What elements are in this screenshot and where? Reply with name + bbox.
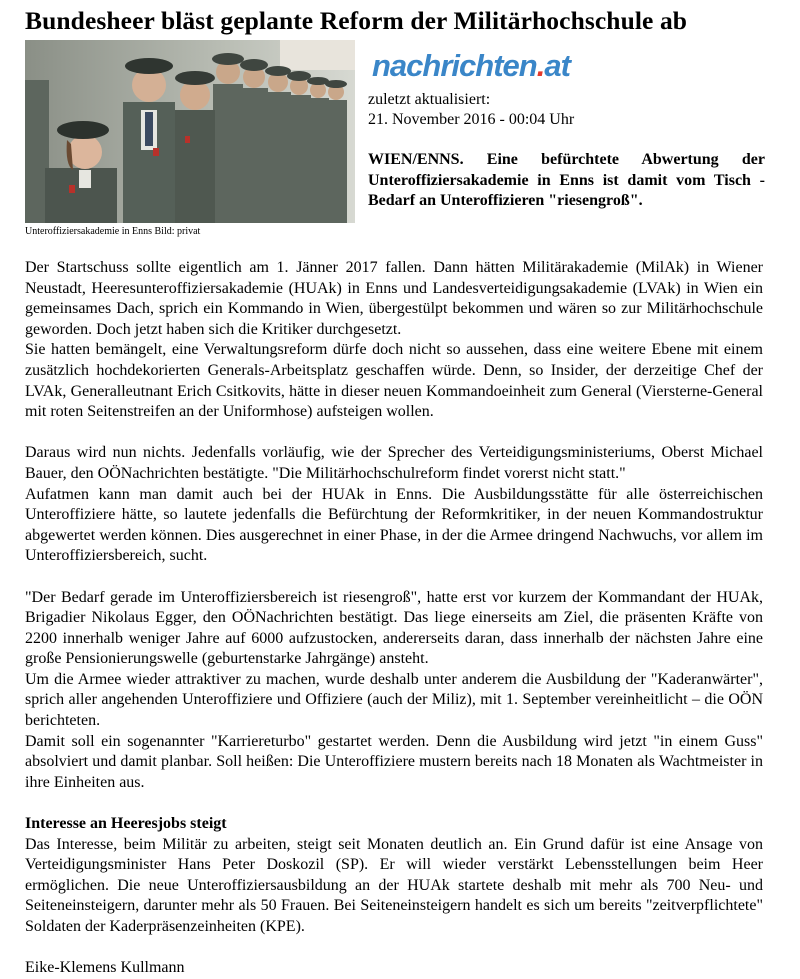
paragraph: Um die Armee wieder attraktiver zu machen, wurde deshalb unter anderem die Ausbildung der "Kaderanwärter", sprich aller angehenden Unteroffiziere und Offiziere (auch der Miliz), mit 1. September vereinheitlicht – die OÖN berichteten. [25,670,763,730]
paragraph: Damit soll ein sogenannter "Karriereturbo" gestartet werden. Denn die Ausbildung wird jetzt "in einem Guss" absolviert und damit planbar. Soll heißen: Die Unteroffiziere mustern bereits nach 18 Monaten als Wachtmeister in ihre Einheiten aus. [25,732,763,791]
lead-paragraph: WIEN/ENNS. Eine befürchtete Abwertung der Unteroffiziersakademie in Enns ist damit vom Tisch - Bedarf an Unteroffizieren "riesengroß". [368,151,765,209]
article-photo [25,40,355,223]
photo-caption: Unteroffiziersakademie in Enns Bild: privat [25,226,201,237]
updated-date: 21. November 2016 - 00:04 Uhr [368,111,575,128]
paragraph: Der Startschuss sollte eigentlich am 1. Jänner 2017 fallen. Dann hätten Militärakademie (MilAk) in Wiener Neustadt, Heeresunteroffiziersakademie (HUAk) in Enns und Landesverteidigungsakademie (LVAk) in Wien ein gemeinsames Dach, sprich ein Kommando in Wien, übergestülpt bekommen und wären so zur Militärhochschule geworden. Doch jetzt haben sich die Kritiker durchgesetzt. [25,259,763,338]
article-body [25,258,763,979]
logo-name: nachrichten [372,48,537,83]
logo-tld: at [544,48,570,83]
paragraph: Daraus wird nun nichts. Jedenfalls vorläufig, wie der Sprecher des Verteidigungsministeriums, Oberst Michael Bauer, den OÖNachrichten bestätigte. "Die Militärhochschulreform findet vorerst nicht statt." [25,444,763,482]
author: Eike-Klemens Kullmann [25,959,185,977]
logo-dot: . [536,48,545,83]
update-info [368,90,574,130]
updated-label: zuletzt aktualisiert: [368,91,491,108]
paragraph: Aufatmen kann man damit auch bei der HUAk in Enns. Die Ausbildungsstätte für alle österreichischen Unteroffiziere hätte, so lautete jedenfalls die Befürchtung der Reformkritiker, in der neuen Kommandostruktur abgewertet werden können. Dies ausgerechnet in einer Phase, in der die Armee dringend Nachwuchs, vor allem im Unteroffiziersbereich, sucht. [25,485,763,565]
paragraph: Sie hatten bemängelt, eine Verwaltungsreform dürfe doch nicht so aussehen, dass eine weitere Ebene mit einem zusätzlich hochdekorierten Generals-Arbeitsplatz geschaffen würde. Denn, so Insider, der derzeitige Chef der LVAk, Generalleutnant Erich Csitkovits, hätte in dieser neuen Kommandoeinheit zum General (Viersterne-General mit roten Seitenstreifen an der Uniformhose) aufsteigen wollen. [25,341,763,421]
subheading: Interesse an Heeresjobs steigt [25,815,227,833]
paragraph: Das Interesse, beim Militär zu arbeiten, steigt seit Monaten deutlich an. Ein Grund dafür ist eine Ansage von Verteidigungsminister Hans Peter Doskozil (SP). Er will wieder verstärkt Lebensstellungen beim Heer ermöglichen. Die neue Unteroffiziersausbildung an der HUAk startete deshalb mit mehr als 700 Neu- und Seiteneinsteigern, darunter mehr als 50 Frauen. Bei Seiteneinsteigern handelt es sich um bereits "zeitverpflichtete" Soldaten der Kaderpräsenzeinheiten (KPE). [25,835,763,935]
paragraph: "Der Bedarf gerade im Unteroffiziersbereich ist riesengroß", hatte erst vor kurzem der Kommandant der HUAk, Brigadier Nikolaus Egger, den OÖNachrichten bestätigt. Das liege einerseits am Ziel, die präsenten Kräfte von 2200 innerhalb weniger Jahre auf 6000 aufzustocken, andererseits daran, dass innerhalb der nächsten Jahre eine große Pensionierungswelle (geburtenstarke Jahrgänge) ansteht. [25,588,763,668]
headline: Bundesheer bläst geplante Reform der Militärhochschule ab [25,6,688,35]
nachrichten-logo[interactable] [372,48,570,84]
